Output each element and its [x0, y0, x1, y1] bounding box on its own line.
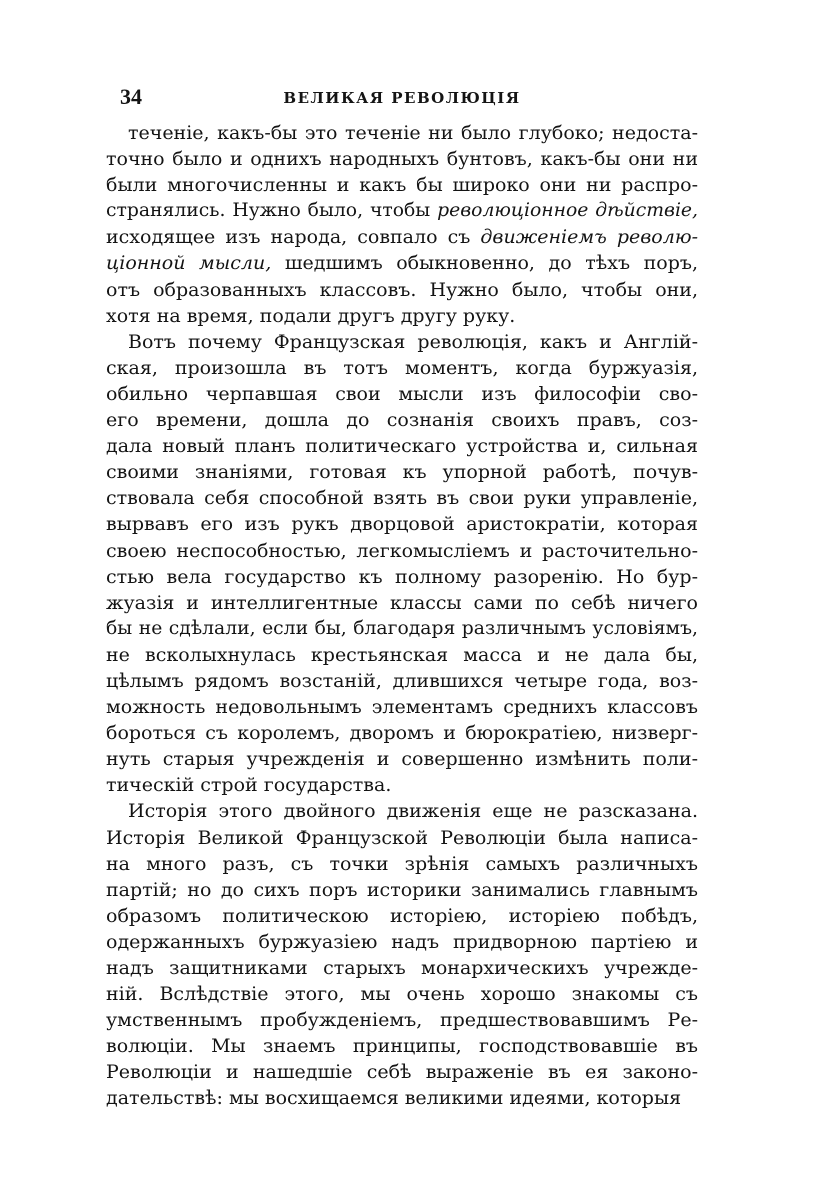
- text-line: [106, 720, 698, 746]
- text-line: [106, 955, 698, 981]
- line-text: цѣлымъ рядомъ возстаній, длившихся четыре года, воз-: [106, 669, 698, 692]
- text-line: [106, 172, 698, 198]
- line-text: странялись. Нужно было, чтобы: [106, 200, 438, 222]
- line-text: Революціи и нашедшіе себѣ выраженіе въ ея законо-: [106, 1061, 698, 1084]
- italic-text: ціонной мысли,: [106, 252, 272, 275]
- text-line: [106, 616, 698, 642]
- body-text: [106, 120, 698, 1112]
- text-line: [106, 120, 698, 146]
- text-line: [106, 668, 698, 694]
- line-text: дала новый планъ политическаго устройства и, сильная: [106, 435, 698, 458]
- text-line: [106, 250, 698, 276]
- line-text: Исторія Великой Французской Революціи была написа-: [106, 826, 698, 849]
- line-text: на много разъ, съ точки зрѣнія самыхъ различныхъ: [106, 852, 698, 875]
- line-text: партій; но до сихъ поръ историки занимались главнымъ: [106, 878, 698, 901]
- text-line: [106, 224, 698, 250]
- line-text: Вотъ почему Французская революція, какъ и Англій-: [128, 330, 698, 353]
- text-line: [106, 485, 698, 511]
- line-text: Исторія этого двойного движенія еще не разсказана.: [128, 800, 698, 823]
- text-line: [106, 851, 698, 877]
- text-line: [106, 381, 698, 407]
- text-line: [106, 1033, 698, 1059]
- text-line: [106, 1007, 698, 1033]
- paragraph: [106, 120, 698, 329]
- line-text: шедшимъ обыкновенно, до тѣхъ поръ,: [271, 252, 698, 275]
- paragraph: [106, 798, 698, 1111]
- line-text: ствовала себя способной взять въ свои руки управленіе,: [106, 487, 698, 510]
- text-line: [106, 564, 698, 590]
- line-text: обильно черпавшая свои мысли изъ философіи сво-: [106, 382, 698, 405]
- italic-text: движеніемъ револю-: [480, 226, 698, 249]
- text-line: [106, 825, 698, 851]
- text-line: [106, 772, 698, 798]
- line-text: образомъ политическою исторіею, исторіею побѣдъ,: [106, 904, 698, 927]
- line-text: жуазія и интеллигентные классы сами по себѣ ничего: [106, 591, 698, 614]
- line-text: можность недовольнымъ элементамъ среднихъ классовъ: [106, 696, 698, 719]
- line-text: теченіе, какъ-бы это теченіе ни было глубоко; недоста-: [128, 122, 698, 144]
- line-text: его времени, дошла до сознанія своихъ правъ, соз-: [106, 409, 698, 432]
- running-title: ВЕЛИКАЯ РЕВОЛЮЦІЯ: [283, 89, 521, 107]
- text-line: [106, 355, 698, 381]
- line-text: стью вела государство къ полному разоренію. Но бур-: [106, 565, 698, 588]
- line-text: хотя на время, подали другъ другу руку.: [106, 304, 516, 327]
- page-header: [106, 80, 698, 120]
- line-text: нуть старыя учрежденія и совершенно измѣнить поли-: [106, 748, 698, 771]
- line-text: ская, произошла въ тотъ моментъ, когда буржуазія,: [106, 356, 698, 379]
- line-text: умственнымъ пробужденіемъ, предшествовавшимъ Ре-: [106, 1009, 698, 1032]
- text-line: [106, 1059, 698, 1085]
- text-line: [106, 590, 698, 616]
- line-text: не всколыхнулась крестьянская масса и не дала бы,: [106, 643, 698, 666]
- line-text: дательствѣ: мы восхищаемся великими идеями, которыя: [106, 1087, 682, 1110]
- line-text: волюціи. Мы знаемъ принципы, господствовавшіе въ: [106, 1035, 698, 1058]
- text-line: [106, 981, 698, 1007]
- line-text: одержанныхъ буржуазіею надъ придворною партіею и: [106, 930, 698, 953]
- line-text: ній. Вслѣдствіе этого, мы очень хорошо знакомы съ: [106, 983, 698, 1006]
- text-line: [106, 459, 698, 485]
- text-line: [106, 511, 698, 537]
- text-line: [106, 798, 698, 824]
- text-line: [106, 694, 698, 720]
- text-line: [106, 329, 698, 355]
- page-number: 34: [120, 84, 142, 109]
- line-text: исходящее изъ народа, совпало съ: [106, 226, 481, 249]
- line-text: своими знаніями, готовая къ упорной работѣ, почув-: [106, 461, 698, 484]
- line-text: были многочисленны и какъ бы широко они ни распро-: [106, 174, 698, 197]
- text-line: [106, 903, 698, 929]
- line-text: отъ образованныхъ классовъ. Нужно было, чтобы они,: [106, 278, 698, 301]
- paragraph: [106, 329, 698, 799]
- line-text: бы не сдѣлали, если бы, благодаря различнымъ условіямъ,: [106, 617, 698, 639]
- text-line: [106, 642, 698, 668]
- italic-text: революціонное дѣйствіе,: [437, 200, 698, 222]
- line-text: тическій строй государства.: [106, 774, 392, 797]
- text-line: [106, 407, 698, 433]
- text-line: [106, 746, 698, 772]
- text-line: [106, 538, 698, 564]
- line-text: точно было и однихъ народныхъ бунтовъ, какъ-бы они ни: [106, 148, 698, 171]
- line-text: бороться съ королемъ, дворомъ и бюрократіею, низверг-: [106, 722, 698, 745]
- text-line: [106, 877, 698, 903]
- text-line: [106, 929, 698, 955]
- text-line: [106, 303, 698, 329]
- text-line: [106, 277, 698, 303]
- line-text: надъ защитниками старыхъ монархическихъ учрежде-: [106, 957, 698, 979]
- text-line: [106, 1085, 698, 1111]
- text-line: [106, 433, 698, 459]
- text-line: [106, 146, 698, 172]
- line-text: своею неспособностью, легкомысліемъ и расточительно-: [106, 539, 698, 562]
- book-page: [106, 80, 698, 1112]
- line-text: вырвавъ его изъ рукъ дворцовой аристократіи, которая: [106, 513, 698, 536]
- text-line: [106, 198, 698, 224]
